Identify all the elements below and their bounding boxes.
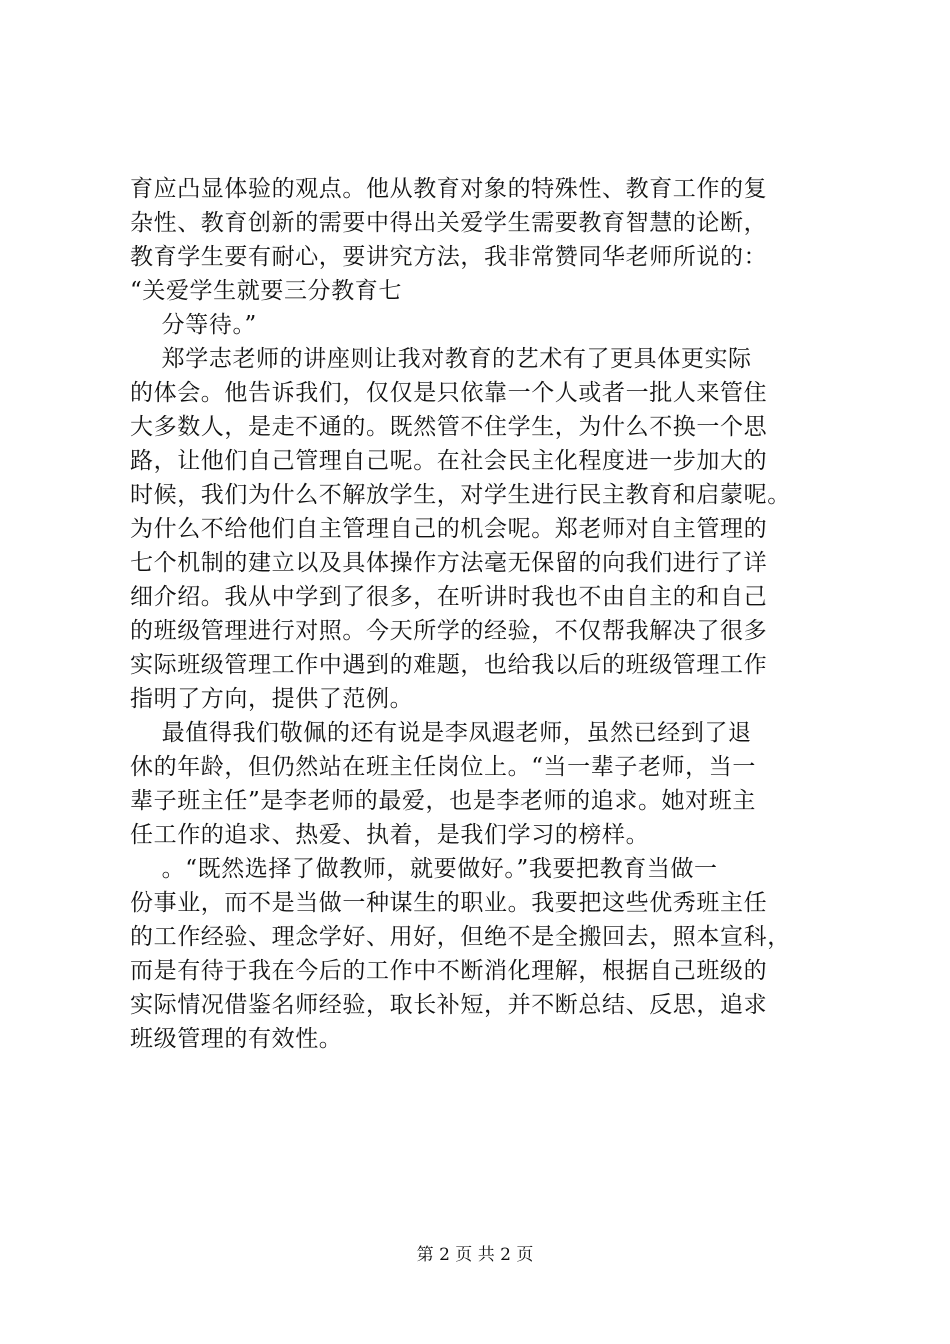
text-line: 七个机制的建立以及具体操作方法毫无保留的向我们进行了详 <box>130 550 768 576</box>
text-line: 郑学志老师的讲座则让我对教育的艺术有了更具体更实际 <box>130 346 752 372</box>
page-number-footer: 第 2 页 共 2 页 <box>416 1245 534 1265</box>
text-line: 教育学生要有耐心，要讲究方法，我非常赞同华老师所说的： <box>130 244 768 270</box>
text-line: 而是有待于我在今后的工作中不断消化理解，根据自己班级的 <box>130 958 768 984</box>
text-line: 育应凸显体验的观点。他从教育对象的特殊性、教育工作的复 <box>130 176 768 202</box>
text-line: 实际班级管理工作中遇到的难题，也给我以后的班级管理工作 <box>130 652 768 678</box>
text-line: 的班级管理进行对照。今天所学的经验，不仅帮我解决了很多 <box>130 618 768 644</box>
text-line: 任工作的追求、热爱、执着，是我们学习的榜样。 <box>130 822 650 848</box>
text-line: 。“既然选择了做教师，就要做好。”我要把教育当做一 <box>130 856 718 882</box>
text-line: 细介绍。我从中学到了很多，在听讲时我也不由自主的和自己 <box>130 584 768 610</box>
text-line: 指明了方向，提供了范例。 <box>130 686 414 712</box>
text-line: 路，让他们自己管理自己呢。在社会民主化程度进一步加大的 <box>130 448 768 474</box>
text-line: 的体会。他告诉我们，仅仅是只依靠一个人或者一批人来管住 <box>130 380 768 406</box>
text-line: 最值得我们敬佩的还有说是李凤遐老师，虽然已经到了退 <box>130 720 752 746</box>
text-line: 杂性、教育创新的需要中得出关爱学生需要教育智慧的论断， <box>130 210 768 236</box>
text-line: 实际情况借鉴名师经验，取长补短，并不断总结、反思，追求 <box>130 992 768 1018</box>
body-text <box>130 172 830 1056</box>
text-line: 的工作经验、理念学好、用好，但绝不是全搬回去，照本宣科， <box>130 924 791 950</box>
text-line: 份事业，而不是当做一种谋生的职业。我要把这些优秀班主任 <box>130 890 768 916</box>
text-line: 时候，我们为什么不解放学生，对学生进行民主教育和启蒙呢。 <box>130 482 791 508</box>
text-line: “关爱学生就要三分教育七 <box>130 278 402 304</box>
text-line: 分等待。” <box>130 312 257 338</box>
text-line: 班级管理的有效性。 <box>130 1026 343 1052</box>
text-line: 休的年龄，但仍然站在班主任岗位上。“当一辈子老师，当一 <box>130 754 756 780</box>
text-line: 辈子班主任”是李老师的最爱，也是李老师的追求。她对班主 <box>130 788 756 814</box>
text-line: 为什么不给他们自主管理自己的机会呢。郑老师对自主管理的 <box>130 516 768 542</box>
text-line: 大多数人，是走不通的。既然管不住学生，为什么不换一个思 <box>130 414 768 440</box>
